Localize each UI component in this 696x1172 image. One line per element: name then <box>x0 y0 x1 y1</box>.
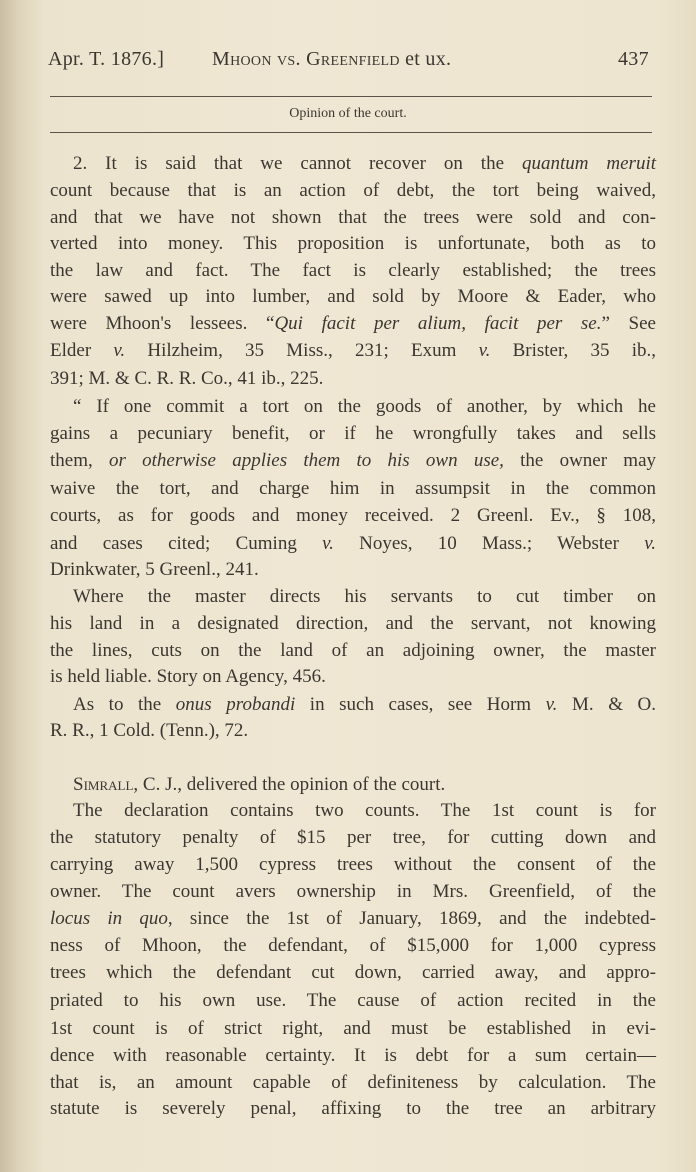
text-line-p2 <box>50 533 656 555</box>
text-line-p6 <box>50 1018 656 1040</box>
text-line-p2 <box>50 505 656 527</box>
text-run: were sawed up into lumber, and sold by Moore & Eader, who <box>50 286 656 307</box>
text-line-p1 <box>50 368 656 390</box>
text-run: The declaration contains two counts. The 1st count is for <box>73 800 656 821</box>
italic-run: locus in quo <box>50 908 168 929</box>
text-run: 1st count is of strict right, and must be established in evi- <box>50 1018 656 1039</box>
text-run: in such cases, see Horm <box>295 694 546 715</box>
text-line-p2 <box>50 450 656 472</box>
text-line-p6 <box>50 827 656 849</box>
text-line-p1 <box>50 313 656 335</box>
text-line-p1 <box>50 207 656 229</box>
text-run: ness of Mhoon, the defendant, of $15,000 for 1,000 cypress <box>50 935 656 956</box>
italic-run: v. <box>644 533 656 554</box>
text-line-p2 <box>50 423 656 445</box>
text-run: “ If one commit a tort on the goods of another, by which he <box>73 396 656 417</box>
text-run: R. R., 1 Cold. (Tenn.), 72. <box>50 720 249 741</box>
text-line-p1 <box>50 260 656 282</box>
text-line-p1 <box>50 286 656 308</box>
case-title <box>212 48 451 71</box>
text-run: statute is severely penal, affixing to the tree an arbitrary <box>50 1098 656 1119</box>
text-run: Elder <box>50 340 114 361</box>
text-line-p6 <box>50 1098 656 1120</box>
text-run: As to the <box>73 694 176 715</box>
italic-run: v. <box>113 340 126 361</box>
text-line-p6 <box>50 908 656 930</box>
header-rule-bottom <box>50 132 652 133</box>
case-title-suffix: et ux. <box>405 48 452 70</box>
text-run: verted into money. This proposition is unfortunate, both as to <box>50 233 656 254</box>
text-line-p6 <box>50 962 656 984</box>
text-run: Drinkwater, 5 Greenl., 241. <box>50 559 259 580</box>
text-line-p3 <box>50 613 656 635</box>
header-rule-top <box>50 96 652 97</box>
text-line-p6 <box>50 881 656 903</box>
text-run: owner. The count avers ownership in Mrs. Greenfield, of the <box>50 881 656 902</box>
text-run: Brister, 35 ib., <box>490 340 657 361</box>
text-line-p2 <box>50 559 656 581</box>
text-run: M. & O. <box>557 694 656 715</box>
text-run: that is, an amount capable of definiteness by calculation. The <box>50 1072 656 1093</box>
italic-run: v. <box>478 340 491 361</box>
text-run: Noyes, 10 Mass.; Webster <box>333 533 645 554</box>
text-run: Hilzheim, 35 Miss., 231; Exum <box>125 340 479 361</box>
text-run: waive the tort, and charge him in assumpsit in the common <box>50 478 656 499</box>
text-run: 2. It is said that we cannot recover on the <box>73 153 522 174</box>
italic-run: v. <box>322 533 334 554</box>
text-run: the law and fact. The fact is clearly established; the trees <box>50 260 656 281</box>
italic-run: or otherwise applies them to his own use, <box>108 450 504 471</box>
text-run: dence with reasonable certainty. It is debt for a sum certain— <box>50 1045 656 1066</box>
text-run: , since the 1st of January, 1869, and the indebted- <box>167 908 656 929</box>
smallcaps-run: Simrall <box>73 774 134 795</box>
text-line-p1 <box>73 153 656 175</box>
text-line-p1 <box>50 340 656 362</box>
text-run: his land in a designated direction, and the servant, not knowing <box>50 613 656 634</box>
text-run: courts, as for goods and money received. 2 Greenl. Ev., § 108, <box>50 505 656 526</box>
text-line-p4 <box>50 720 656 742</box>
text-line-p6 <box>50 854 656 876</box>
text-run: 391; M. & C. R. R. Co., 41 ib., 225. <box>50 368 324 389</box>
italic-run: quantum meruit <box>521 153 656 174</box>
text-line-p2 <box>50 478 656 500</box>
text-line-p6 <box>50 935 656 957</box>
text-line-p1 <box>50 233 656 255</box>
text-run: were Mhoon's lessees. “ <box>50 313 275 334</box>
text-run: and cases cited; Cuming <box>50 533 323 554</box>
text-run: trees which the defendant cut down, carried away, and appro- <box>50 962 656 983</box>
term-label: Apr. T. 1876.] <box>48 48 165 70</box>
text-run: priated to his own use. The cause of action recited in the <box>50 990 656 1011</box>
text-run: is held liable. Story on Agency, 456. <box>50 666 326 687</box>
italic-run: Qui facit per alium, facit per se. <box>274 313 602 334</box>
text-run: gains a pecuniary benefit, or if he wrongfully takes and sells <box>50 423 656 444</box>
text-run: , C. J., delivered the opinion of the court. <box>133 774 446 795</box>
text-line-p3 <box>50 640 656 662</box>
text-run: count because that is an action of debt, the tort being waived, <box>50 180 656 201</box>
text-line-p6 <box>50 1045 656 1067</box>
text-line-p6 <box>50 990 656 1012</box>
text-line-p4 <box>73 694 656 716</box>
text-run: the owner may <box>503 450 657 471</box>
text-line-p6 <box>73 800 656 822</box>
text-run: them, <box>50 450 109 471</box>
text-run: ” See <box>601 313 656 334</box>
case-title-names: Mhoon vs. Greenfield <box>212 48 400 70</box>
italic-run: v. <box>545 694 558 715</box>
text-run: carrying away 1,500 cypress trees without the consent of the <box>50 854 656 875</box>
text-line-p2 <box>73 396 656 418</box>
text-run: Where the master directs his servants to cut timber on <box>73 586 656 607</box>
text-line-p5 <box>73 774 656 796</box>
italic-run: onus probandi <box>175 694 296 715</box>
section-subheading: Opinion of the court. <box>289 106 407 121</box>
text-line-p1 <box>50 180 656 202</box>
text-line-p6 <box>50 1072 656 1094</box>
text-line-p3 <box>50 666 656 688</box>
text-run: and that we have not shown that the trees were sold and con- <box>50 207 656 228</box>
text-run: the lines, cuts on the land of an adjoining owner, the master <box>50 640 656 661</box>
page-number: 437 <box>618 48 649 70</box>
text-run: the statutory penalty of $15 per tree, for cutting down and <box>50 827 656 848</box>
text-line-p3 <box>73 586 656 608</box>
